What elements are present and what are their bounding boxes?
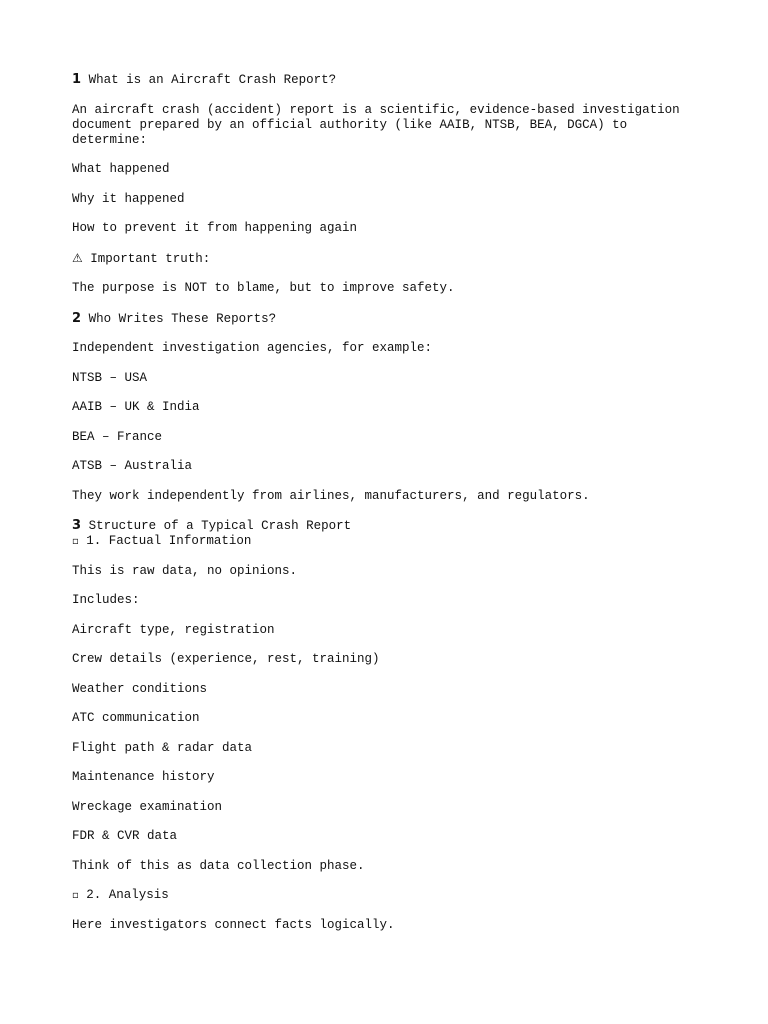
includes-label: Includes:: [72, 593, 140, 607]
subsection-1-heading: [72, 534, 702, 549]
square-bullet-icon: ▫: [72, 890, 79, 901]
agency-item: ATSB – Australia: [72, 459, 193, 473]
section-3-heading: [72, 518, 702, 534]
square-bullet-icon: ▫: [72, 536, 79, 547]
section-1-heading: [72, 72, 702, 88]
section-2-closing: They work independently from airlines, manufacturers, and regulators.: [72, 488, 590, 503]
section-1-number: 1: [72, 72, 82, 87]
section-2-heading: [72, 311, 702, 327]
agency-item: BEA – France: [72, 429, 163, 444]
document-page: [72, 72, 702, 933]
agency-item: AAIB – UK & India: [72, 400, 200, 414]
include-item: Flight path & radar data: [72, 740, 253, 755]
include-item: Wreckage examination: [72, 799, 223, 814]
purpose-statement: The purpose is NOT to blame, but to improve safety.: [72, 281, 455, 295]
agency-item: NTSB – USA: [72, 370, 148, 385]
include-item: Crew details (experience, rest, training): [72, 652, 380, 666]
section-1-intro: An aircraft crash (accident) report is a scientific, evidence-based investigation document prepared by an official authority (like AAIB, NTSB, BEA, DGCA) to determine:: [72, 102, 688, 147]
section-1-title: What is an Aircraft Crash Report?: [88, 73, 337, 87]
warning-label: Important truth:: [90, 251, 211, 266]
section-2-number: 2: [72, 310, 82, 326]
subsection-2-desc: Here investigators connect facts logically.: [72, 917, 395, 932]
section-2-intro: Independent investigation agencies, for example:: [72, 341, 433, 355]
subsection-1-title: 1. Factual Information: [86, 534, 252, 548]
include-item: Aircraft type, registration: [72, 622, 275, 637]
section-3-title: Structure of a Typical Crash Report: [88, 519, 352, 533]
section-1-point: Why it happened: [72, 191, 185, 206]
section-3-number: 3: [72, 518, 82, 533]
include-item: Weather conditions: [72, 681, 208, 696]
section-1-point: What happened: [72, 162, 170, 176]
subsection-2-title: 2. Analysis: [86, 888, 169, 902]
subsection-2-heading: [72, 888, 702, 903]
warning-line: [72, 251, 702, 267]
include-item: Maintenance history: [72, 770, 215, 784]
section-2-title: Who Writes These Reports?: [88, 311, 277, 326]
section-1-point: How to prevent it from happening again: [72, 221, 358, 235]
subsection-1-note: Think of this as data collection phase.: [72, 858, 365, 873]
include-item: FDR & CVR data: [72, 829, 178, 843]
subsection-1-desc: This is raw data, no opinions.: [72, 563, 298, 578]
include-item: ATC communication: [72, 711, 200, 725]
warning-icon: ⚠: [72, 250, 83, 265]
